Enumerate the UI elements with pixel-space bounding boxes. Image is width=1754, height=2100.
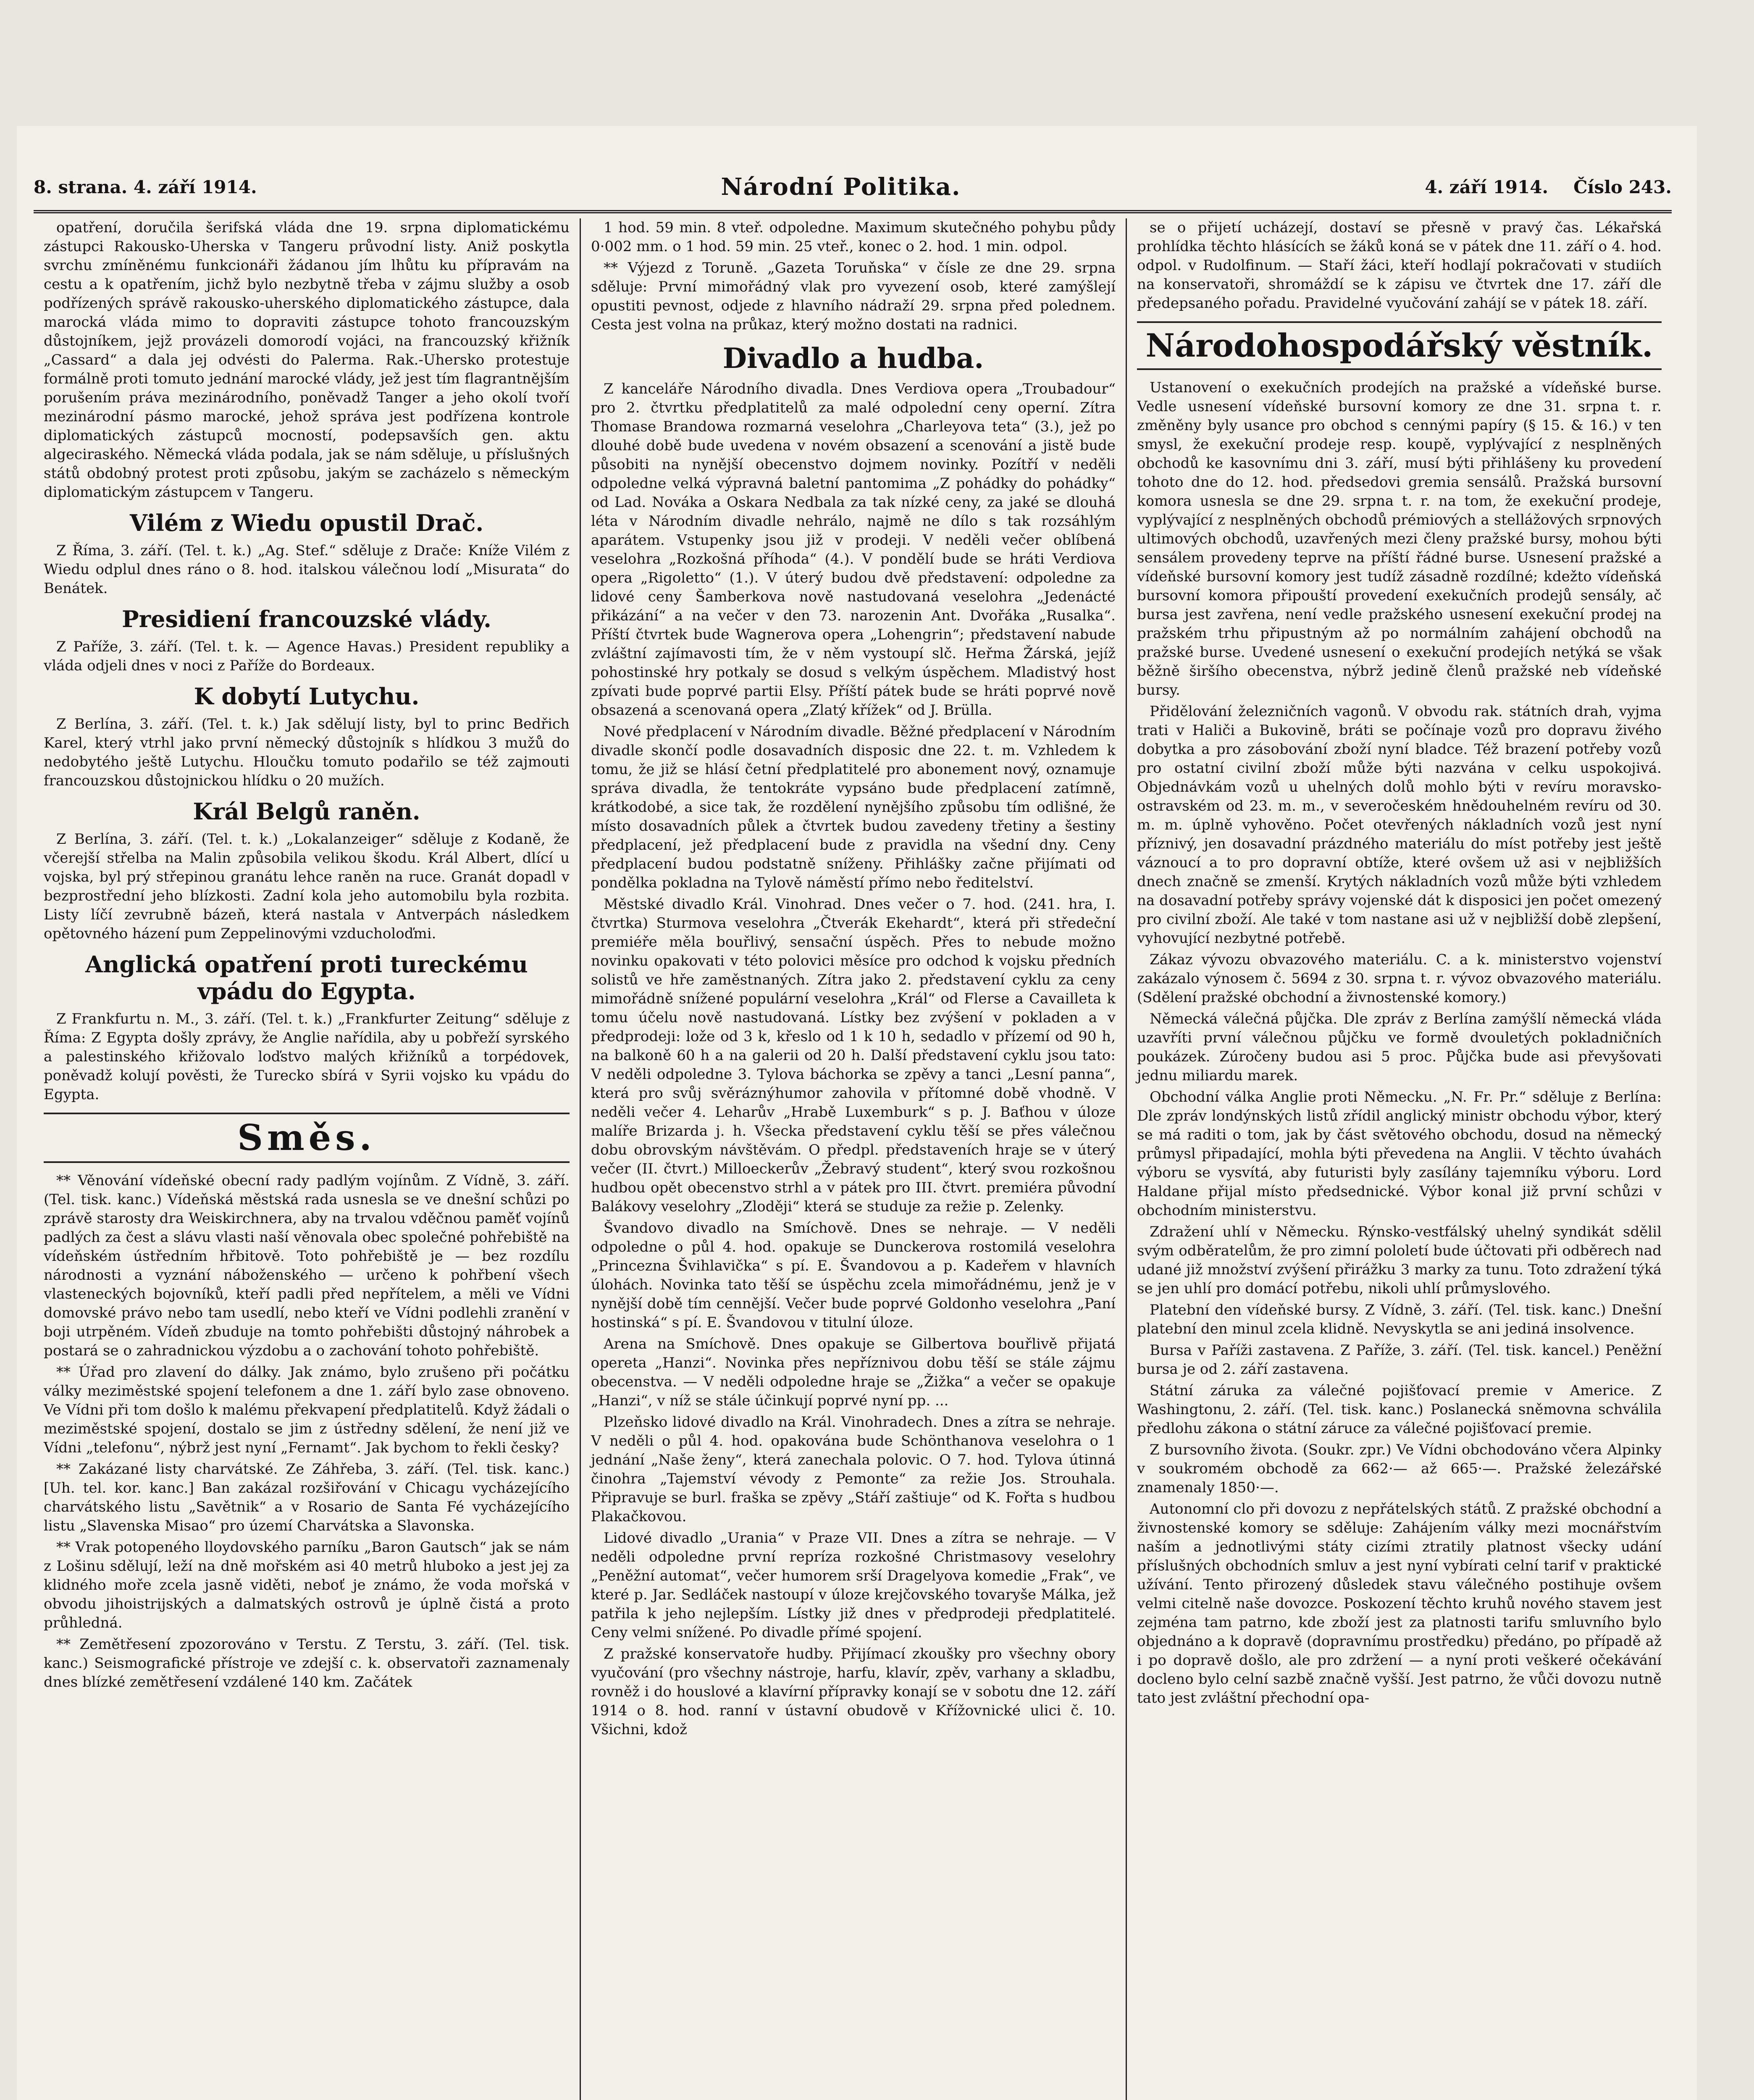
- article-headline: Anglická opatření proti tureckému vpádu do Egypta.: [85, 951, 528, 1005]
- article-paragraph: Z bursovního života. (Soukr. zpr.) Ve Vídni obchodováno včera Alpinky v soukromém obchodě za 662·— až 665·—. Pražské železářské znamenaly 1850·—.: [1137, 1441, 1662, 1496]
- article-headline: K dobytí Lutychu.: [194, 683, 420, 710]
- article-paragraph: Platební den vídeňské bursy. Z Vídně, 3. září. (Tel. tisk. kanc.) Dnešní platební den minul zcela klidně. Nevyskytla se ani jediná insolvence.: [1137, 1302, 1662, 1337]
- article-paragraph: Zákaz vývozu obvazového materiálu. C. a k. ministerstvo vojenství zakázalo výnosem č. 5694 z 30. srpna t. r. vývoz obvazového materiálu. (Sdělení pražské obchodní a živnostenské komory.): [1137, 951, 1662, 1006]
- article-paragraph: se o přijetí ucházejí, dostaví se přesně v pravý čas. Lékařská prohlídka těchto hlásících se žáků koná se v pátek dne 11. září o 4. hod. odpol. v Rudolfinum. — Staří žáci, kteří hodlají pokračovati v studiích na konservatoři, shromáždí se k zápisu ve čtvrtek dne 17. září dle předepsaného pořadu. Pravidelné vyučování zahájí se v pátek 18. září.: [1137, 219, 1662, 312]
- article-paragraph: 1 hod. 59 min. 8 vteř. odpoledne. Maximum skutečného pohybu půdy 0·002 mm. o 1 hod. 59 min. 25 vteř., konec o 2. hod. 1 min. odpol.: [591, 219, 1116, 255]
- article-paragraph: Přidělování železničních vagonů. V obvodu rak. státních drah, vyjma trati v Haliči a Bukovině, bráti se počínaje vozů pro dopravu živého dobytka a pro zásobování zboží nyní bladce. Též brazení potřeby vozů pro ostatní civilní zboží může býti nazvána v celku uspokojivá. Objednávkám vozů u uhelných dolů mohlo býti v revíru moravsko-ostravském od 23. m. m., v severočeském hnědouhelném revíru od 30. m. m. úplně vyhověno. Počet otevřených nákladních vozů jest nyní příznivý, jen dosavadní prázdného materiálu do míst potřeby jest ještě váznoucí a to pro dopravní obtíže, které ovšem už asi v nejbližších dnech značně se zmenší. Krytých nákladních vozů může býti vzhledem na dosavadní potřeby správy vojenské dát k disposici jen počet omezený pro civilní zboží. Ale také v tom nastane asi už v nejbližší době zlepšení, vyhovující nezbytné potřebě.: [1137, 703, 1662, 947]
- article-paragraph: opatření, doručila šerifská vláda dne 19. srpna diplomatickému zástupci Rakousko-Uherska v Tangeru průvodní listy. Aniž poskytla svrchu zmíněnému funkcionáři žádanou jím lhůtu ku přípravám na cestu a k opatřením, jichž bylo nezbytně třeba v zájmu služby a osob podřízených správě rakousko-uherského diplomatického zástupce, dala marocká vláda mimo to dopraviti zástupce tohoto francouzským důstojníkem, jejž provázeli domorodí vojáci, na francouzský křižník „Cassard“ a dala jej odvésti do Palerma. Rak.-Uhersko protestuje formálně proti tomuto jednání marocké vlády, jež jest tím flagrantnějším porušením práva mezinárodního, poněvadž Tanger a jeho okolí tvoří mezinárodní pásmo marocké, jehož správa jest podřízena kontrole diplomatických zástupců mocností, podepsavších gen. aktu algeciraského. Německá vláda podala, jak se nám sděluje, u příslušných států obdobný protest proti způsobu, jakým se zacházelo s německým diplomatickým zástupcem v Tangeru.: [44, 219, 570, 501]
- section-banner: Směs.: [44, 1113, 570, 1163]
- article-paragraph: Z Frankfurtu n. M., 3. září. (Tel. t. k.) „Frankfurter Zeitung“ sděluje z Říma: Z Egypta došly zprávy, že Anglie nařídila, aby u pobřeží syrského a palestinského křižovalo loďstvo malých křižníků a torpédovek, poněvadž kolují pověsti, že Turecko sbírá v Syrii vojsko ku vpádu do Egypta.: [44, 1011, 570, 1103]
- page-header: [34, 168, 1672, 213]
- article-paragraph: Z pražské konservatoře hudby. Přijímací zkoušky pro všechny obory vyučování (pro všechny nástroje, harfu, klavír, zpěv, varhany a skladbu, rovněž i do houslové a klavírní přípravky konají se v sobotu dne 12. září 1914 o 8. hod. ranní v ústavní obudově v Křížovnické ulici č. 10. Všichni, kdož: [591, 1646, 1116, 1738]
- article-paragraph: Z Říma, 3. září. (Tel. t. k.) „Ag. Stef.“ sděluje z Drače: Kníže Vilém z Wiedu odplul dnes ráno o 8. hod. italskou válečnou lodí „Misurata“ do Benátek.: [44, 542, 570, 597]
- article-paragraph: Ustanovení o exekučních prodejích na pražské a vídeňské burse. Vedle usnesení vídeňské bursovní komory ze dne 31. srpna t. r. změněny byly usance pro obchod s cennými papíry (§ 15. & 16.) v ten smysl, že exekuční prodeje resp. koupě, vyplývající z nesplněných obchodů ke kasovnímu dni 3. září, musí býti přihlášeny ku provedení tohoto dne do 12. hod. předsedovi gremia sensálů. Pražská bursovní komora usnesla se dne 29. srpna t. r. na tom, že exekuční prodeje, vyplývající z nesplněných obchodů prémiových a stellážových srpnových ultimových obchodů, uzavřených mezi členy pražské bursy, mohou býti sensálem provedeny teprve na příští řádné burse. Usnesení pražské a vídeňské bursovní komory jest tudíž zásadně rozdílné; kdežto vídeňská bursovní komora připouští provedení exekučních prodejů sensály, ač bursa jest zavřena, není vedle pražského usnesení exekuční prodej na pražském trhu připustným až po normálním zahájení obchodů na pražské burse. Uvedené usnesení o exekuční prodejích netýká se však běžně širšího obecenstva, nýbrž jedině členů pražské neb vídeňské bursy.: [1137, 379, 1662, 698]
- article-headline: Divadlo a hudba.: [722, 342, 984, 375]
- article-paragraph: Německá válečná půjčka. Dle zpráv z Berlína zamýšlí německá vláda uzavříti první válečnou půjčku ve formě dvouletých pokladničních poukázek. Zúročeny budou asi 5 proc. Půjčka bude asi převyšovati jednu miliardu marek.: [1137, 1011, 1662, 1084]
- article-paragraph: ** Zemětřesení zpozorováno v Terstu. Z Terstu, 3. září. (Tel. tisk. kanc.) Seismografické přístroje ve zdejší c. k. observatoři zaznamenaly dnes blízké zemětřesení vzdálené 140 km. Začátek: [44, 1636, 570, 1690]
- header-date: 4. září 1914.: [1425, 176, 1549, 197]
- section-heading: Národohospodářský věstník.: [1137, 321, 1662, 370]
- article-paragraph: Bursa v Paříži zastavena. Z Paříže, 3. září. (Tel. tisk. kancel.) Peněžní bursa je od 2. září zastavena.: [1137, 1342, 1662, 1378]
- header-issue: Číslo 243.: [1573, 176, 1672, 197]
- newspaper-page: [17, 126, 1697, 2100]
- article-paragraph: Z kanceláře Národního divadla. Dnes Verdiova opera „Troubadour“ pro 2. čtvrtku předplatitelů za malé odpolední ceny operní. Zítra Thomase Brandowa rozmarná veselohra „Charleyova teta“ (3.), jež po dlouhé době bude uvedena v novém obsazení a scenování a jistě bude působiti na nynější obecenstvo dojmem novinky. Pozítří v neděli odpoledne velká výpravná baletní pantomima „Z pohádky do pohádky“ od Lad. Nováka a Oskara Nedbala za tak nízké ceny, za jaké se dlouhá léta v Národním divadle nehrálo, najmě ne dílo s tak rozsáhlým aparátem. Vstupenky jsou již v prodeji. V neděli večer oblíbená veselohra „Rozkošná příhoda“ (4.). V pondělí bude se hráti Verdiova opera „Rigoletto“ (1.). V úterý budou dvě představení: odpoledne za lidové ceny Šamberkova nově nastudovaná veselohra „Jedenácté přikázání“ a na večer v den 73. narozenin Ant. Dvořáka „Rusalka“. Příští čtvrtek bude Wagnerova opera „Lohengrin“; představení nabude zvláštní zajímavosti tím, že v něm vystoupí slč. Heřma Žárská, jejíž pohostinské hry potkaly se dosud s velkým úspěchem. Mladistvý host zpívati bude poprvé partii Elsy. Příští pátek bude se hráti poprvé nově obsazená a scenovaná opera „Zlatý křížek“ od J. Brülla.: [591, 381, 1116, 719]
- column-1: [34, 218, 580, 2100]
- article-paragraph: ** Výjezd z Toruně. „Gazeta Toruňska“ v čísle ze dne 29. srpna sděluje: První mimořádný vlak pro vyvezení osob, které zamýšlejí opustiti pevnost, odjede z hlavního nádraží 29. srpna před polednem. Cesta jest volna na průkaz, který možno dostati na radnici.: [591, 260, 1116, 333]
- article-paragraph: Arena na Smíchově. Dnes opakuje se Gilbertova bouřlivě přijatá opereta „Hanzi“. Novinka přes nepříznivou dobu těší se stále zájmu obecenstva. — V neděli odpoledne hraje se „Žižka“ a večer se opakuje „Hanzi“, v níž se stále účinkují poprvé nyní pp. ...: [591, 1336, 1116, 1409]
- column-3: [1126, 218, 1672, 2100]
- article-paragraph: Plzeňsko lidové divadlo na Král. Vinohradech. Dnes a zítra se nehraje. V neděli o půl 4. hod. opakována bude Schönthanova veselohra o 1 jednání „Naše ženy“, která zanechala polovic. O 7. hod. Tylova útinná činohra „Tajemství vévody z Pemonte“ za režie Jos. Strouhala. Připravuje se burl. fraška se zpěvy „Stáří zaštiuje“ od K. Fořta s hudbou Plakačkovou.: [591, 1414, 1116, 1525]
- column-2: [580, 218, 1126, 2100]
- article-paragraph: Z Berlína, 3. září. (Tel. t. k.) „Lokalanzeiger“ sděluje z Kodaně, že včerejší střelba na Malin způsobila velikou škodu. Král Albert, dlící u vojska, byl prý střepinou granátu lehce raněn na ruce. Granát dopadl v bezprostřední jeho blízkosti. Zadní kola jeho automobilu byla rozbita. Listy líčí zevrubně bázeň, která nastala v Antverpách následkem opětovného házení pum Zeppelinovými vzducholoďmi.: [44, 831, 570, 942]
- header-page-date: 8. strana. 4. září 1914.: [34, 176, 257, 197]
- article-paragraph: Zdražení uhlí v Německu. Rýnsko-vestfálský uhelný syndikát sdělil svým odběratelům, že pro zimní pololetí bude účtovati při odběrech nad udané již množství zvýšení přirážku 3 marky za tunu. Toto zdražení týká se jen uhlí pro domácí potřebu, nikoli uhlí průmyslového.: [1137, 1223, 1662, 1297]
- header-right: [1425, 177, 1672, 197]
- article-paragraph: Švandovo divadlo na Smíchově. Dnes se nehraje. — V neděli odpoledne o půl 4. hod. opakuje se Dunckerova rostomilá veselohra „Princezna Švihlavička“ s pí. E. Švandovou a p. Kadeřem v hlavních úlohách. Novinka tato těší se úspěchu zcela mimořádnému, jenž je v nynější době tím cennější. Večer bude poprvé Goldonho veselohra „Paní hostinská“ s pí. E. Švandovou v titulní úloze.: [591, 1220, 1116, 1331]
- article-headline: Vilém z Wiedu opustil Drač.: [129, 509, 484, 536]
- article-paragraph: Nové předplacení v Národním divadle. Běžné předplacení v Národním divadle skončí podle dosavadních disposic dne 22. t. m. Vzhledem k tomu, že již se hlásí četní předplatitelé pro abonement nový, oznamuje správa divadla, že tentokráte vypsáno bude předplacení zatímně, krátkodobé, a sice tak, že rozdělení nynějšího způsobu tím odlišné, že místo dosavadních půlek a čtvrtek budou zavedeny třetiny a šestiny předplacení, jež předplacení bude z pravidla na všední dny. Ceny předplacení budou podstatně sníženy. Přihlášky začne přijímati od pondělka pokladna na Tylově náměstí přímo nebo ředitelství.: [591, 723, 1116, 891]
- columns: [34, 218, 1680, 2100]
- article-paragraph: Obchodní válka Anglie proti Německu. „N. Fr. Pr.“ sděluje z Berlína: Dle zpráv londýnských listů zřídil anglický ministr obchodu výbor, který se má raditi o tom, jak by část světového obchodu, dosud na německý průmysl připadající, mohla býti převedena na Anglii. V těchto úvahách výboru se vysvítá, aby futuristi byly zasílány tajemníku výboru. Lord Haldane přijal místo předsednické. Výbor konal již první schůzi v obchodním ministerstvu.: [1137, 1089, 1662, 1219]
- article-headline: Presidiení francouzské vlády.: [122, 606, 491, 633]
- masthead-title: Národní Politika.: [721, 173, 961, 201]
- article-paragraph: Autonomní clo při dovozu z nepřátelských států. Z pražské obchodní a živnostenské komory se sděluje: Zahájením války mezi mocnářstvím naším a jednotlivými státy cizími ztratily platnost všecky udání příslušných obchodních smluv a jest nyní vybírati celní tarif v praktické užívání. Tento přirozený důsledek stavu válečného postihuje ovšem velmi citelně naše dovozce. Poskození těchto kruhů nového stavem jest zejména tam patrno, kde zboží jest za platnosti tarifu smluvního bylo objednáno a k dopravě (dopravnímu prostředku) předáno, po případě až i po dopravě došlo, ale pro zdržení — a nyní proti veškeré očekávání docleno bylo celní sazbě značně vyšší. Jest patrno, že vůči dovozu nutně tato jest zvláštní přechodní opa-: [1137, 1501, 1662, 1706]
- article-paragraph: ** Úřad pro zlavení do dálky. Jak známo, bylo zrušeno při počátku války meziměstské spojení telefonem a dne 1. září bylo zase obnoveno. Ve Vídni při tom došlo k malému překvapení předplatitelů. Když žádali o meziměstské spojení, dostalo se jim z ústředny sdělení, že není již ve Vídni „telefonu“, nýbrž jest nyní „Fernamt“. Jak bychom to řekli česky?: [44, 1364, 570, 1456]
- article-paragraph: Lidové divadlo „Urania“ v Praze VII. Dnes a zítra se nehraje. — V neděli odpoledne první repríza rozkošné Christmasovy veselohry „Peněžní automat“, večer humorem srší Dragelyova komedie „Frak“, ve které p. Jar. Sedláček nastoupí v úloze krejčovského tovaryše Málka, jež patřila k jeho nejlepším. Lístky již dnes v předprodeji předplatitelé. Ceny velmi snížené. Po divadle přímé spojení.: [591, 1530, 1116, 1641]
- article-paragraph: Z Paříže, 3. září. (Tel. t. k. — Agence Havas.) President republiky a vláda odjeli dnes v noci z Paříže do Bordeaux.: [44, 638, 570, 674]
- article-paragraph: ** Zakázané listy charvátské. Ze Záhřeba, 3. září. (Tel. tisk. kanc.) [Uh. tel. kor. kanc.] Ban zakázal rozšiřování v Chicagu vycházejícího charvátského listu „Savětnik“ a v Rosario de Santa Fé vycházejícího listu „Slavenska Misao“ pro území Charvátska a Slavonska.: [44, 1461, 570, 1534]
- article-paragraph: Státní záruka za válečné pojišťovací premie v Americe. Z Washingtonu, 2. září. (Tel. tisk. kanc.) Poslanecká sněmovna schválila předlohu zákona o státní záruce za válečné pojišťovací premie.: [1137, 1382, 1662, 1437]
- article-paragraph: Z Berlína, 3. září. (Tel. t. k.) Jak sdělují listy, byl to princ Bedřich Karel, který vtrhl jako první německý důstojník s hlídkou 3 mužů do nedobytého ještě Lutychu. Hloučku tomuto podařilo se též zajmouti francouzskou důstojnickou hlídku o 20 mužích.: [44, 716, 570, 789]
- article-headline: Král Belgů raněn.: [193, 798, 420, 825]
- article-paragraph: ** Vrak potopeného lloydovského parníku „Baron Gautsch“ jak se nám z Lošinu sdělují, leží na dně mořském asi 40 metrů hluboko a jest jej za klidného moře zcela jasně viděti, neboť je známo, že voda mořská v obvodu jihoistrijských a dalmatských ostrovů je úplně čistá a proto průhledná.: [44, 1539, 570, 1631]
- article-paragraph: ** Věnování vídeňské obecní rady padlým vojínům. Z Vídně, 3. září. (Tel. tisk. kanc.) Vídeňská městská rada usnesla se ve dnešní schůzi po zprávě starosty dra Weiskirchnera, aby na trvalou vděčnou paměť vojínů padlých za čest a slávu vlasti naší věnovala obec společné pohřebiště na vídeňském ústředním hřbitově. Toto pohřebiště je — bez rozdílu národnosti a vyznání náboženského — určeno k pohřbení všech vlasteneckých bojovníků, kteří padli před nepřítelem, a měli ve Vídni domovské právo nebo tam usedlí, nebo kteří ve Vídni podlehli zranění v boji utrpěném. Vídeň zbuduje na tomto pohřebišti důstojný náhrobek a postará se o zahradnickou výzdobu a o zachování tohoto pohřebiště.: [44, 1172, 570, 1359]
- article-paragraph: Městské divadlo Král. Vinohrad. Dnes večer o 7. hod. (241. hra, I. čtvrtka) Sturmova veselohra „Čtverák Ekehardt“, která při středeční premiéře měla bouřlivý, sensační úspěch. Přes to nebude možno novinku opakovati v této polovici měsíce pro odchod k vojsku předních solistů ve hře zaměstnaných. Zítra jako 2. představení cyklu za ceny mimořádně snížené populární veselohra „Král“ od Flerse a Cavailleta k tomu účelu nově nastudovaná. Lístky bez zvýšení v pokladen a v předprodeji: lože od 3 k, křeslo od 1 k 10 h, sedadlo v přízemí od 90 h, na balkoně 60 h a na galerii od 20 h. Další představení cyklu jsou tato: V neděli odpoledne 3. Tylova báchorka se zpěvy a tanci „Lesní panna“, která pro svůj svěráznýhumor zahovila v přítomné době vhodně. V neděli večer 4. Leharův „Hrabě Luxemburk“ s p. J. Baťhou v úloze malíře Brizarda j. h. Všecka představení cyklu těší se přes válečnou dobu obrovským návštěvám. O předpl. představeních hraje se v úterý večer (II. čtvrt.) Milloeckerův „Žebravý student“, který svou rozkošnou hudbou opět obecenstvo strhl a v pátek pro III. čtvrt. premiéra původní Balákovy veselohry „Zloději“ která se studuje za režie p. Zelenky.: [591, 896, 1116, 1215]
